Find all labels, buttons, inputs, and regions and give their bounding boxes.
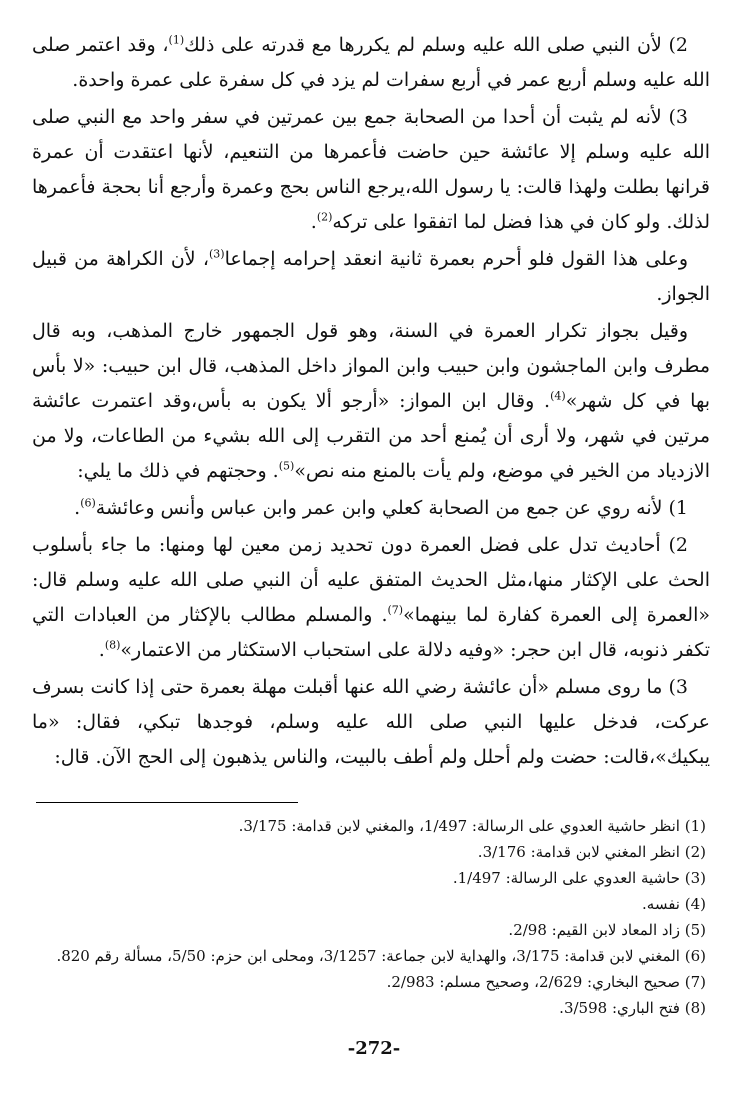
paragraph-3 (32, 242, 710, 312)
paragraph-text: . وقال ابن المواز: «أرجو ألا يكون به بأس،وقد اعتمرت عائشة مرتين في شهر، ولا أرى أن يُمنع أحد من التقرب إلى الله بشيء من الطاعات، ولا من الازدياد من الخير في موضع، ولم يأت بالمنع منه نص» (32, 390, 710, 482)
footnote-8: (8) فتح الباري: 3/598. (559, 999, 706, 1017)
paragraph-text: 1) لأنه روي عن جمع من الصحابة كعلي وابن عمر وابن عباس وأنس وعائشة (95, 497, 688, 519)
footnote-3: (3) حاشية العدوي على الرسالة: 1/497. (452, 869, 706, 887)
footnote-marker: (1) (168, 33, 185, 47)
footnote-1: (1) انظر حاشية العدوي على الرسالة: 1/497، والمغني لابن قدامة: 3/175. (238, 817, 706, 835)
footnote-divider (36, 802, 298, 803)
footnote-6: (6) المغني لابن قدامة: 3/175، والهداية لابن جماعة: 3/1257، ومحلى ابن حزم: 5/50، مسألة رقم 820. (56, 947, 706, 965)
paragraph-text: وقيل بجواز تكرار العمرة في السنة، وهو قول الجمهور خارج المذهب، وبه قال مطرف وابن الماجشون وابن حبيب وابن المواز داخل المذهب، قال ابن حبيب: «لا بأس بها في كل شهر» (32, 320, 710, 412)
footnote-4: (4) نفسه. (642, 895, 706, 913)
paragraph-text: 2) لأن النبي صلى الله عليه وسلم لم يكررها مع قدرته على ذلك (184, 34, 688, 56)
paragraph-text: . (310, 211, 317, 233)
paragraph-text: 3) ما روى مسلم «أن عائشة رضي الله عنها أقبلت مهلة بعمرة حتى إذا كانت بسرف عركت، فدخل عليها النبي صلى الله عليه وسلم، فوجدها تبكي، فقال: «ما يبكيك»،قالت: حضت ولم أحلل ولم أطف بالبيت، والناس يذهبون إلى الحج الآن. قال: (32, 676, 710, 768)
footnote-2: (2) انظر المغني لابن قدامة: 3/176. (477, 843, 706, 861)
paragraph-text: ، وقد اعتمر صلى الله عليه وسلم أربع عمر في أربع سفرات لم يزد في كل سفرة على عمرة واحدة. (32, 34, 710, 91)
page-number: -272- (347, 1038, 401, 1059)
paragraph-text: . (74, 497, 81, 519)
paragraph-5 (32, 491, 710, 526)
footnotes (40, 813, 706, 1021)
footnote-7: (7) صحيح البخاري: 2/629، وصحيح مسلم: 2/983. (386, 973, 706, 991)
paragraph-text: . وحجتهم في ذلك ما يلي: (77, 460, 279, 482)
paragraph-text: . والمسلم مطالب بالإكثار من العبادات التي تكفر ذنوبه، قال ابن حجر: «وفيه دلالة على استحباب الاستكثار من الاعتمار» (32, 604, 710, 661)
footnote-marker: (6) (80, 496, 96, 510)
paragraph-text: . (98, 639, 105, 661)
paragraph-text: ، لأن الكراهة من قبيل الجواز. (32, 248, 710, 305)
paragraph-text: وعلى هذا القول فلو أحرم بعمرة ثانية انعقد إحرامه إجماعا (224, 248, 688, 270)
footnote-marker: (5) (278, 459, 295, 473)
footnote-marker: (8) (104, 638, 121, 652)
paragraph-text: 2) أحاديث تدل على فضل العمرة دون تحديد زمن معين لها ومنها: ما جاء بأسلوب الحث على الإكثار منها،مثل الحديث المتفق عليه أن النبي صلى الله عليه وسلم قال: «العمرة إلى العمرة كفارة لما بينهما» (32, 534, 710, 626)
footnote-marker: (7) (387, 603, 404, 617)
footnote-marker: (3) (209, 247, 225, 261)
paragraph-6 (32, 528, 710, 668)
main-text (32, 28, 710, 777)
paragraph-2 (32, 100, 710, 240)
paragraph-4 (32, 314, 710, 489)
paragraph-1 (32, 28, 710, 98)
footnote-marker: (4) (550, 389, 566, 403)
footnote-marker: (2) (316, 210, 333, 224)
paragraph-7 (32, 670, 710, 775)
footnote-5: (5) زاد المعاد لابن القيم: 2/98. (508, 921, 706, 939)
paragraph-text: 3) لأنه لم يثبت أن أحدا من الصحابة جمع بين عمرتين في سفر واحد مع النبي صلى الله عليه وسلم إلا عائشة حين حاضت فأعمرها من التنعيم، لأنها اعتقدت أن عمرة قرانها بطلت ولهذا قالت: يا رسول الله،يرجع الناس بحج وعمرة وأرجع أنا بحجة فأعمرها لذلك. ولو كان في هذا فضل لما اتفقوا على تركه (32, 106, 710, 233)
